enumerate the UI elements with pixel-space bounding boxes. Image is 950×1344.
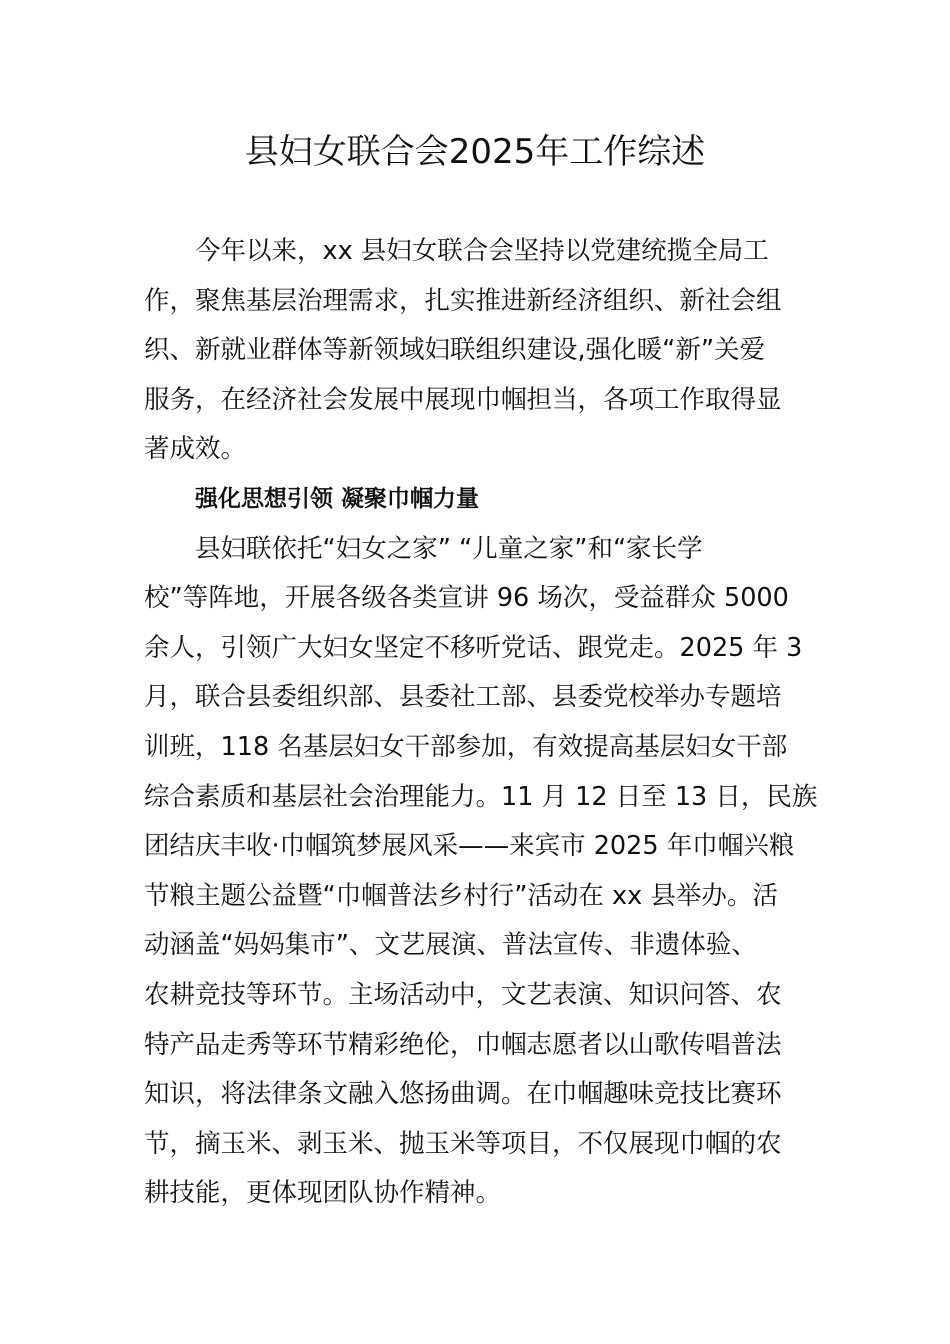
section-heading-text: 强化思想引领 凝聚巾帼力量 [195,485,480,512]
paragraph-line: 著成效。 [144,434,247,465]
document-title: 县妇女联合会2025年工作综述 [244,132,706,172]
paragraph-line: 服务，在经济社会发展中展现巾帼担当，各项工作取得显 [144,384,782,415]
paragraph-line: 余人，引领广大妇女坚定不移听党话、跟党走。2025 年 3 [144,632,803,663]
paragraph-line: 月，联合县委组织部、县委社工部、县委党校举办专题培 [144,682,782,713]
section-paragraph [144,525,818,1219]
paragraph-line: 织、新就业群体等新领域妇联组织建设,强化暖“新”关爱 [144,335,766,366]
paragraph-line: 农耕竞技等环节。主场活动中，文艺表演、知识问答、农 [144,979,782,1010]
paragraph-line: 县妇联依托“妇女之家” “儿童之家”和“家长学 [195,533,703,564]
paragraph-line: 校”等阵地，开展各级各类宣讲 96 场次，受益群众 5000 [144,583,789,614]
paragraph-line: 今年以来，xx 县妇女联合会坚持以党建统揽全局工 [195,236,769,266]
paragraph-line: 综合素质和基层社会治理能力。11 月 12 日至 13 日，民族 [144,781,818,812]
paragraph-line: 动涵盖“妈妈集市”、文艺展演、普法宣传、非遗体验、 [144,930,757,961]
paragraph-line: 节粮主题公益暨“巾帼普法乡村行”活动在 xx 县举办。活 [144,880,778,911]
paragraph-line: 耕技能，更体现团队协作精神。 [144,1178,502,1209]
paragraph-line: 作，聚焦基层治理需求，扎实推进新经济组织、新社会组 [144,285,782,316]
paragraph-line: 特产品走秀等环节精彩绝伦，巾帼志愿者以山歌传唱普法 [144,1029,782,1060]
paragraph-line: 知识，将法律条文融入悠扬曲调。在巾帼趣味竞技比赛环 [144,1079,782,1110]
intro-paragraph [144,227,814,475]
paragraph-line: 节，摘玉米、剥玉米、抛玉米等项目，不仅展现巾帼的农 [144,1128,782,1159]
document-body [144,227,818,1219]
paragraph-line: 训班，118 名基层妇女干部参加，有效提高基层妇女干部 [144,731,788,762]
paragraph-line: 团结庆丰收·巾帼筑梦展风采——来宾市 2025 年巾帼兴粮 [144,831,795,862]
section-heading [144,475,814,525]
